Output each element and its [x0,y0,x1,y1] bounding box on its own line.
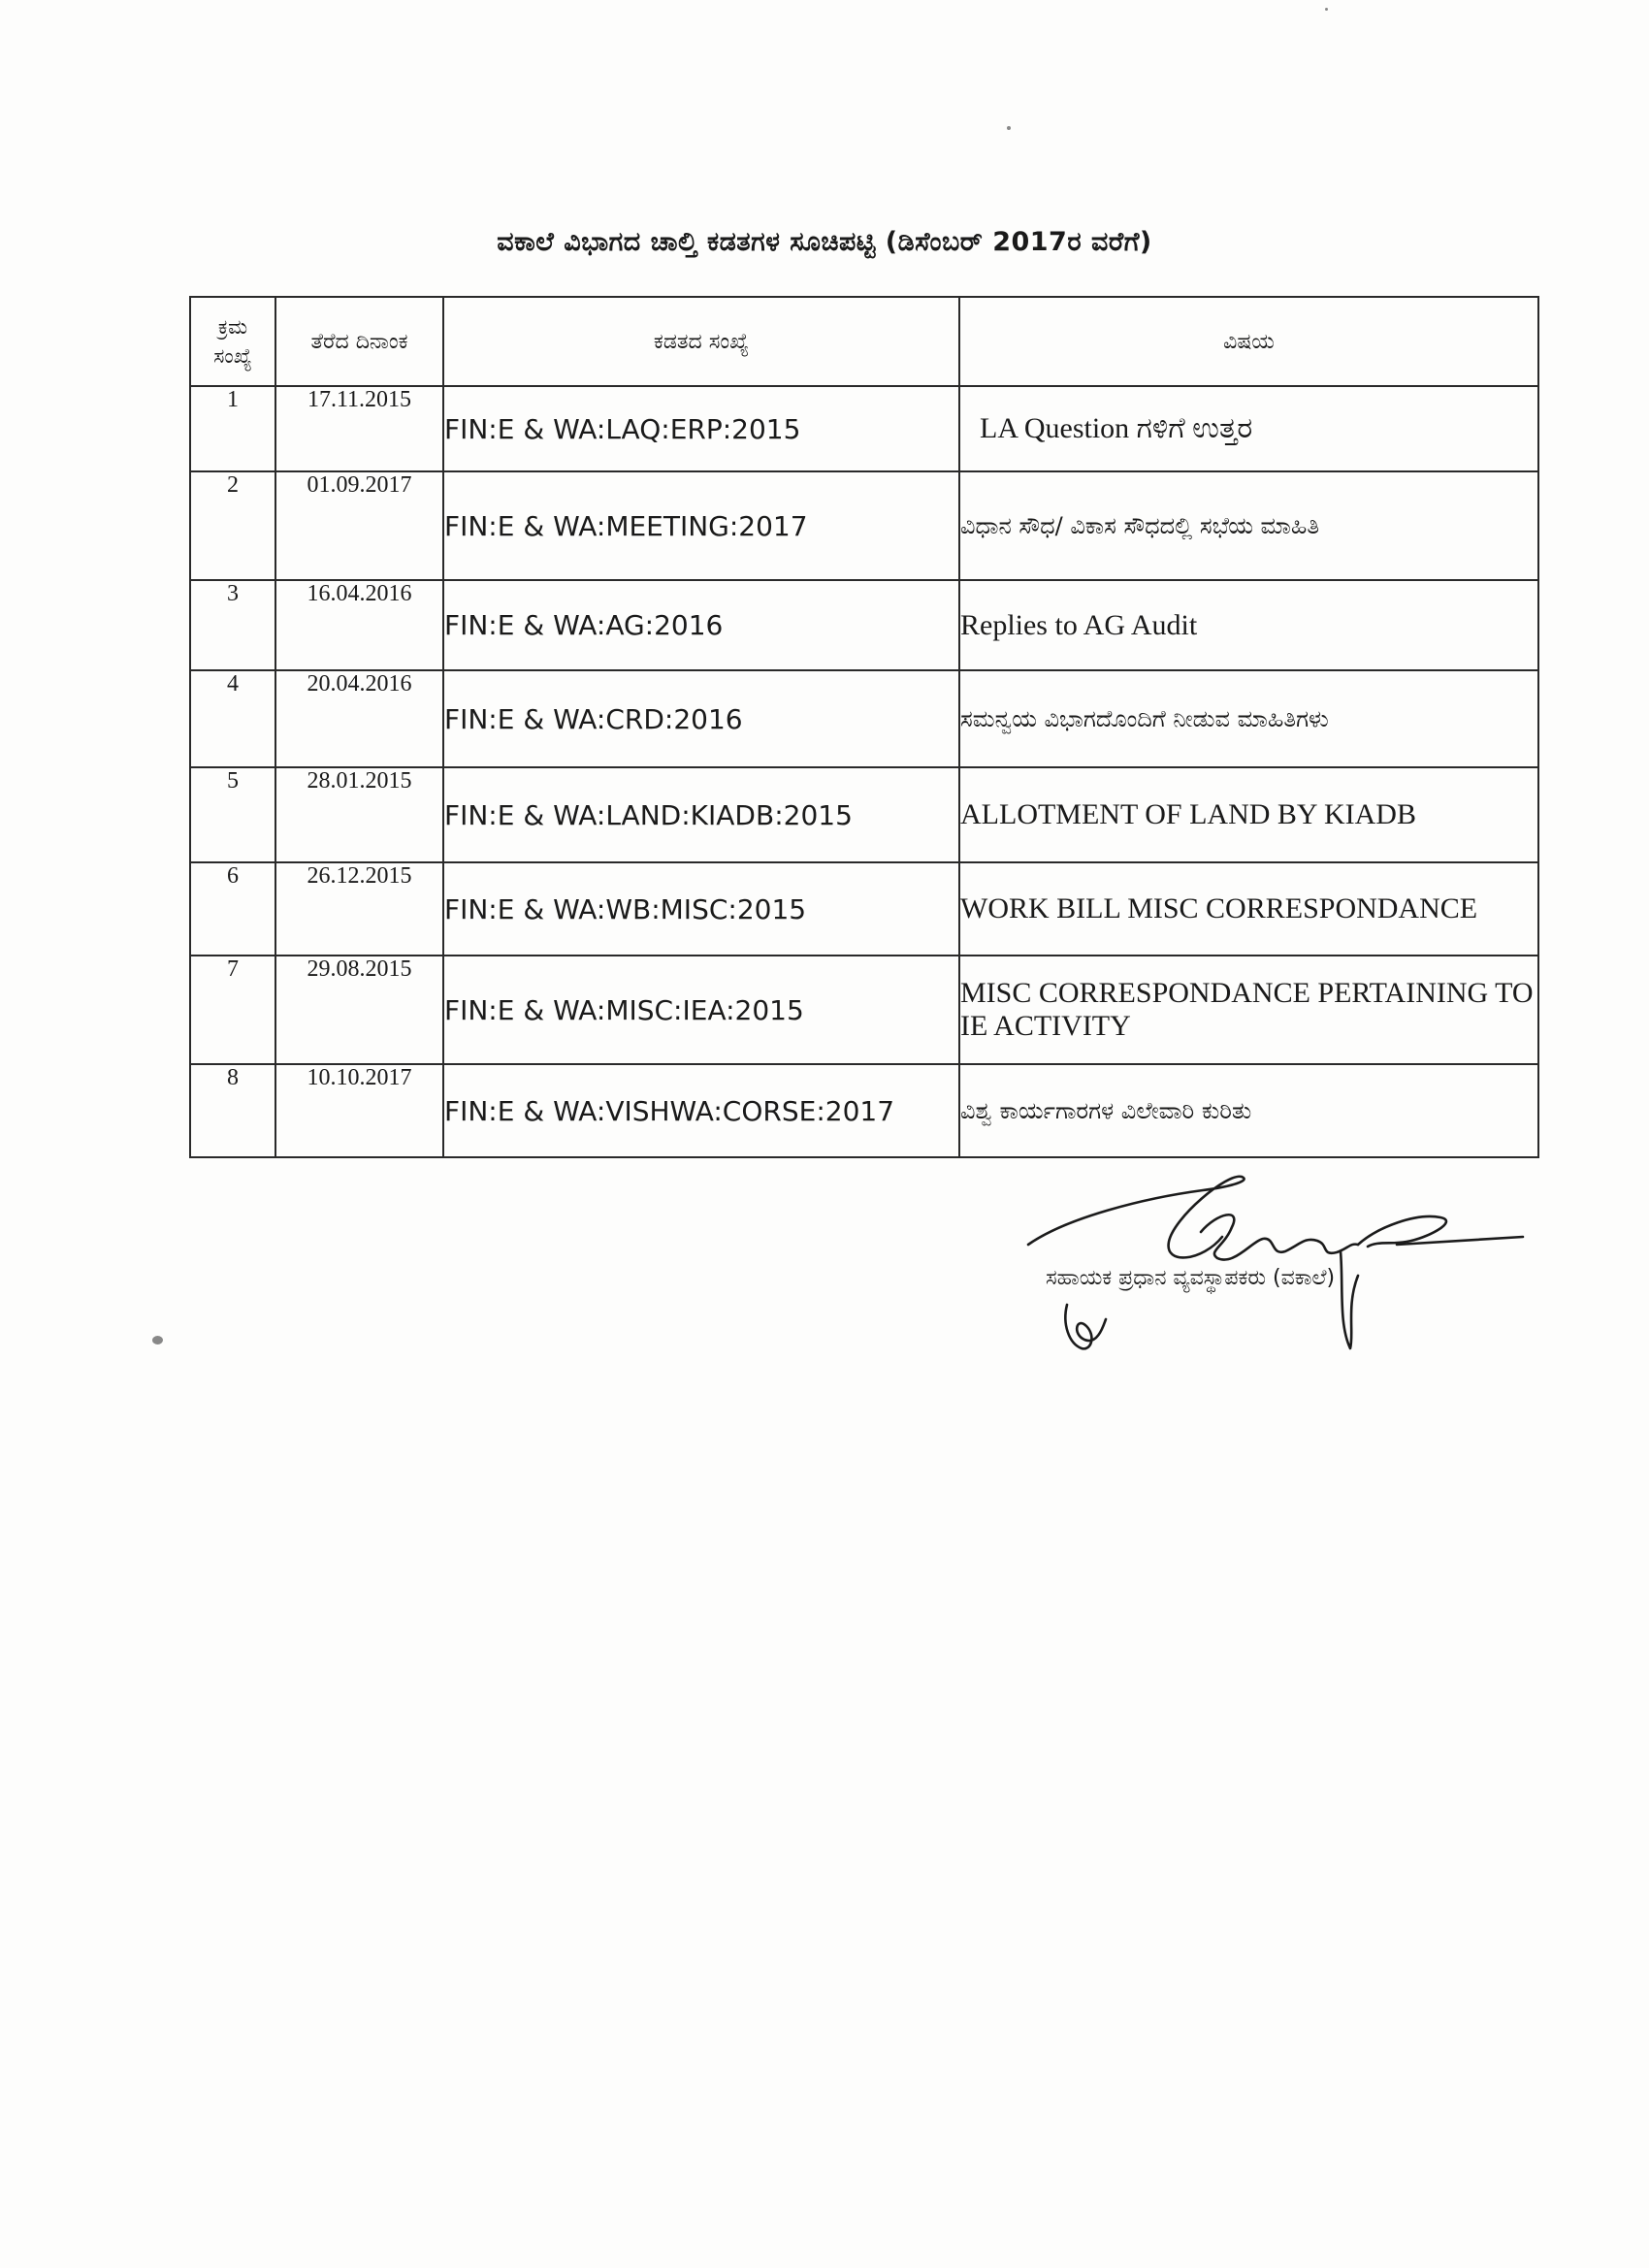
table-header-row [190,297,1538,386]
row-subject: Replies to AG Audit [959,580,1538,670]
row-serial: 4 [190,670,275,767]
row-subject: ಸಮನ್ವಯ ವಿಭಾಗದೊಂದಿಗೆ ನೀಡುವ ಮಾಹಿತಿಗಳು [959,670,1538,767]
header-file-number: ಕಡತದ ಸಂಖ್ಯೆ [443,297,959,386]
table-row [190,386,1538,471]
row-serial: 7 [190,956,275,1064]
row-serial: 6 [190,862,275,956]
header-subject: ವಿಷಯ [959,297,1538,386]
row-serial: 2 [190,471,275,580]
row-date: 20.04.2016 [275,670,443,767]
row-file-number: FIN:E & WA:MISC:IEA:2015 [443,956,959,1064]
signatory-designation: ಸಹಾಯಕ ಪ್ರಧಾನ ವ್ಯವಸ್ಥಾಪಕರು (ವಕಾಲೆ) [1046,1266,1336,1290]
row-file-number: FIN:E & WA:WB:MISC:2015 [443,862,959,956]
table-row [190,580,1538,670]
paper-speck [152,1336,163,1345]
row-file-number: FIN:E & WA:MEETING:2017 [443,471,959,580]
row-subject: ವಿಧಾನ ಸೌಧ/ ವಿಕಾಸ ಸೌಧದಲ್ಲಿ ಸಭೆಯ ಮಾಹಿತಿ [959,471,1538,580]
row-serial: 5 [190,767,275,862]
header-opened-date: ತೆರೆದ ದಿನಾಂಕ [275,297,443,386]
row-date: 17.11.2015 [275,386,443,471]
row-serial: 1 [190,386,275,471]
table-row [190,471,1538,580]
row-date: 26.12.2015 [275,862,443,956]
document-title: ವಕಾಲೆ ವಿಭಾಗದ ಚಾಲ್ತಿ ಕಡತಗಳ ಸೂಚಿಪಟ್ಟಿ (ಡಿಸೆಂಬರ್ 2017ರ ವರೆಗೆ) [497,227,1152,257]
paper-speck [1007,126,1011,130]
table-row [190,670,1538,767]
file-register-table [189,296,1539,1158]
row-serial: 8 [190,1064,275,1157]
header-serial-number [190,297,275,386]
row-subject: MISC CORRESPONDANCE PERTAINING TO IE ACTIVITY [959,956,1538,1064]
table-row [190,956,1538,1064]
table-row [190,862,1538,956]
row-date: 28.01.2015 [275,767,443,862]
header-serial-line1: ಕ್ರಮ [217,315,248,339]
row-date: 16.04.2016 [275,580,443,670]
header-serial-line2: ಸಂಖ್ಯೆ [213,344,252,368]
row-subject: ವಿಶ್ವ ಕಾರ್ಯಗಾರಗಳ ವಿಲೇವಾರಿ ಕುರಿತು [959,1064,1538,1157]
row-date: 01.09.2017 [275,471,443,580]
row-subject: WORK BILL MISC CORRESPONDANCE [959,862,1538,956]
row-file-number: FIN:E & WA:VISHWA:CORSE:2017 [443,1064,959,1157]
signature-drawing [1009,1159,1533,1363]
row-subject: LA Question ಗಳಿಗೆ ಉತ್ತರ [959,386,1538,471]
row-date: 29.08.2015 [275,956,443,1064]
row-date: 10.10.2017 [275,1064,443,1157]
handwritten-signature [1009,1159,1533,1363]
row-subject: ALLOTMENT OF LAND BY KIADB [959,767,1538,862]
table-row [190,1064,1538,1157]
row-file-number: FIN:E & WA:LAND:KIADB:2015 [443,767,959,862]
row-file-number: FIN:E & WA:LAQ:ERP:2015 [443,386,959,471]
row-serial: 3 [190,580,275,670]
paper-speck [1325,8,1328,11]
row-file-number: FIN:E & WA:AG:2016 [443,580,959,670]
row-file-number: FIN:E & WA:CRD:2016 [443,670,959,767]
table-row [190,767,1538,862]
